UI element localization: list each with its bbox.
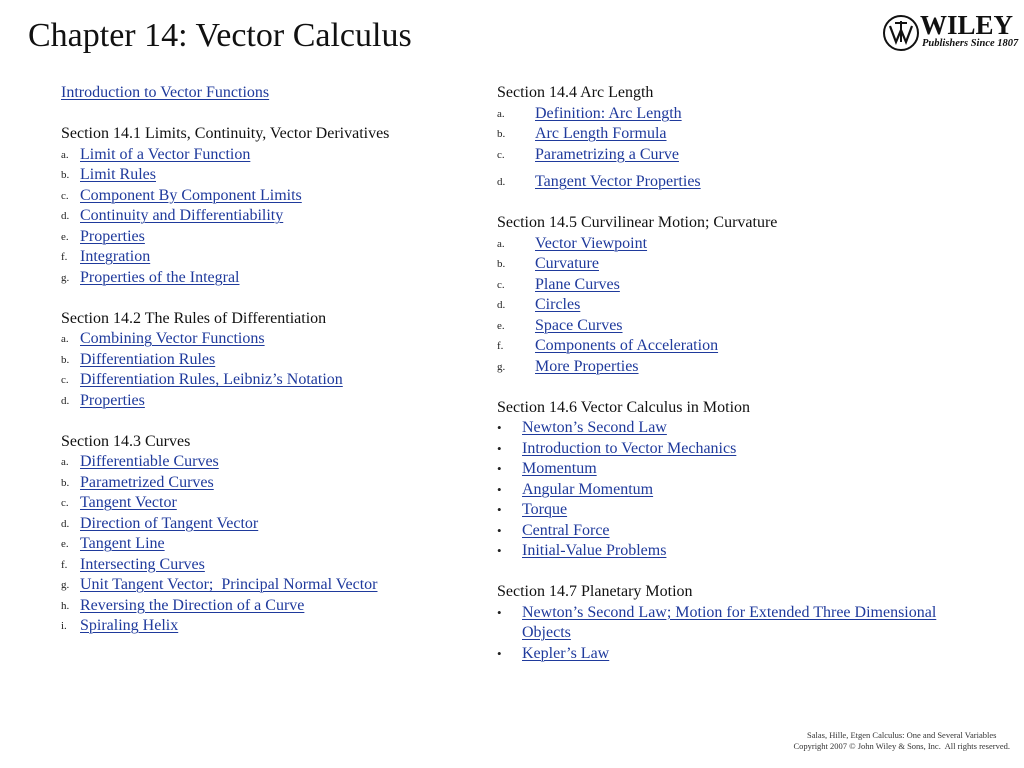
- intro-link[interactable]: Introduction to Vector Functions: [61, 84, 270, 101]
- toc-link[interactable]: Curvature: [535, 255, 599, 272]
- toc-link[interactable]: More Properties: [535, 357, 639, 375]
- toc-link[interactable]: Combining Vector Functions: [80, 330, 265, 347]
- list-item: a. Differentiable Curves: [61, 452, 481, 473]
- page-title: Chapter 14: Vector Calculus: [28, 17, 412, 54]
- left-column: [61, 83, 481, 637]
- section-heading: Section 14.3 Curves: [61, 432, 191, 450]
- bullet-icon: •: [497, 461, 502, 476]
- toc-link[interactable]: Introduction to Vector Mechanics: [522, 439, 737, 457]
- footer-copyright: Copyright 2007 © John Wiley & Sons, Inc. All rights reserved.: [793, 741, 1010, 751]
- list-item: c. Parametrizing a Curve: [497, 145, 997, 166]
- list-item: [497, 521, 997, 542]
- toc-link[interactable]: Intersecting Curves: [80, 555, 205, 573]
- section-heading: Section 14.7 Planetary Motion: [497, 583, 693, 600]
- toc-link[interactable]: Torque: [522, 501, 568, 518]
- list-item: c. Component By Component Limits: [61, 186, 481, 207]
- wiley-emblem-icon: [882, 14, 920, 52]
- list-item: d. Properties: [61, 391, 481, 412]
- toc-link[interactable]: Properties of the Integral: [80, 268, 240, 286]
- list-item: a. Vector Viewpoint: [497, 234, 997, 255]
- list-item: d. Direction of Tangent Vector: [61, 514, 481, 535]
- list-item: b. Differentiation Rules: [61, 350, 481, 371]
- toc-link[interactable]: Newton’s Second Law: [522, 419, 667, 436]
- list-item: b. Curvature: [497, 254, 997, 275]
- section-heading: Section 14.2 The Rules of Differentiation: [61, 309, 327, 327]
- toc-link[interactable]: Spiraling Helix: [80, 617, 179, 634]
- wiley-tagline: Publishers Since 1807: [922, 38, 1019, 49]
- list-item: b. Parametrized Curves: [61, 473, 481, 494]
- section-heading: Section 14.1 Limits, Continuity, Vector Derivatives: [61, 125, 390, 142]
- toc-link[interactable]: Limit Rules: [80, 166, 156, 183]
- list-item: [497, 459, 997, 480]
- toc-link[interactable]: Reversing the Direction of a Curve: [80, 596, 305, 614]
- toc-link[interactable]: Continuity and Differentiability: [80, 207, 284, 224]
- list-item: c. Tangent Vector: [61, 493, 481, 514]
- list-item: h. Reversing the Direction of a Curve: [61, 596, 481, 617]
- toc-link[interactable]: Vector Viewpoint: [535, 234, 648, 252]
- list-item: e. Space Curves: [497, 316, 997, 337]
- bullet-icon: •: [497, 440, 502, 456]
- list-item: [497, 500, 997, 521]
- toc-link[interactable]: Properties: [80, 227, 145, 245]
- list-item: g. Unit Tangent Vector; Principal Normal Vector: [61, 575, 481, 596]
- toc-link[interactable]: Arc Length Formula: [535, 125, 667, 142]
- list-item: [497, 418, 997, 439]
- list-item: c. Differentiation Rules, Leibniz’s Notation: [61, 370, 481, 391]
- toc-link[interactable]: Direction of Tangent Vector: [80, 514, 259, 532]
- list-item: a. Limit of a Vector Function: [61, 145, 481, 166]
- toc-link[interactable]: Parametrizing a Curve: [535, 145, 679, 163]
- bullet-icon: •: [497, 502, 502, 517]
- list-item: g. Properties of the Integral: [61, 268, 481, 289]
- section-heading: Section 14.6 Vector Calculus in Motion: [497, 398, 751, 416]
- toc-link[interactable]: Components of Acceleration: [535, 337, 719, 354]
- bullet-icon: •: [497, 645, 502, 661]
- copyright-footer: [793, 730, 1010, 752]
- toc-link[interactable]: Initial-Value Problems: [522, 542, 667, 559]
- list-item: a. Combining Vector Functions: [61, 329, 481, 350]
- toc-link[interactable]: Momentum: [522, 460, 597, 477]
- section-heading: Section 14.5 Curvilinear Motion; Curvature: [497, 214, 778, 231]
- bullet-icon: •: [497, 420, 502, 435]
- toc-link[interactable]: Space Curves: [535, 316, 623, 334]
- list-item: g. More Properties: [497, 357, 997, 378]
- toc-link[interactable]: Kepler’s Law: [522, 644, 610, 662]
- list-item: d. Circles: [497, 295, 997, 316]
- toc-link[interactable]: Limit of a Vector Function: [80, 145, 251, 163]
- toc-link[interactable]: Circles: [535, 296, 581, 313]
- toc-link[interactable]: Component By Component Limits: [80, 186, 302, 204]
- list-item: d. Continuity and Differentiability: [61, 206, 481, 227]
- toc-link[interactable]: Tangent Vector: [80, 494, 177, 511]
- list-item: [497, 644, 997, 665]
- bullet-icon: •: [497, 604, 502, 620]
- list-item: f. Integration: [61, 247, 481, 268]
- list-item: e. Tangent Line: [61, 534, 481, 555]
- list-item: b. Limit Rules: [61, 165, 481, 186]
- list-item: c. Plane Curves: [497, 275, 997, 296]
- bullet-icon: •: [497, 522, 502, 538]
- list-item: [497, 541, 997, 562]
- right-column: [497, 83, 997, 664]
- list-item: i. Spiraling Helix: [61, 616, 481, 637]
- toc-link[interactable]: Angular Momentum: [522, 480, 654, 498]
- list-item: [497, 439, 997, 460]
- toc-link[interactable]: Properties: [80, 391, 145, 409]
- footer-book-title: Salas, Hille, Etgen Calculus: One and Several Variables: [807, 730, 997, 740]
- toc-link[interactable]: Unit Tangent Vector; Principal Normal Vector: [80, 576, 378, 593]
- bullet-icon: •: [497, 481, 502, 497]
- list-item: [497, 480, 997, 501]
- toc-link[interactable]: Differentiable Curves: [80, 453, 219, 470]
- toc-link[interactable]: Differentiation Rules, Leibniz’s Notation: [80, 371, 343, 388]
- toc-link[interactable]: Definition: Arc Length: [535, 104, 682, 122]
- list-item: b. Arc Length Formula: [497, 124, 997, 145]
- toc-link[interactable]: Tangent Vector Properties: [535, 173, 701, 190]
- toc-link[interactable]: Differentiation Rules: [80, 350, 216, 368]
- section-heading: Section 14.4 Arc Length: [497, 84, 654, 101]
- toc-link[interactable]: Central Force: [522, 521, 610, 539]
- toc-link[interactable]: Plane Curves: [535, 275, 620, 293]
- toc-link[interactable]: Integration: [80, 248, 151, 265]
- wiley-wordmark: WILEY: [920, 10, 1014, 40]
- list-item: e. Properties: [61, 227, 481, 248]
- bullet-icon: •: [497, 543, 502, 558]
- list-item: d. Tangent Vector Properties: [497, 165, 997, 193]
- list-item: [497, 603, 997, 644]
- list-item: a. Definition: Arc Length: [497, 104, 997, 125]
- wiley-logo: [882, 12, 1018, 52]
- toc-link[interactable]: Parametrized Curves: [80, 473, 214, 491]
- list-item: f. Intersecting Curves: [61, 555, 481, 576]
- list-item: f. Components of Acceleration: [497, 336, 997, 357]
- toc-link[interactable]: Newton’s Second Law; Motion for Extended Three Dimensional Objects: [522, 603, 937, 641]
- toc-link[interactable]: Tangent Line: [80, 535, 165, 552]
